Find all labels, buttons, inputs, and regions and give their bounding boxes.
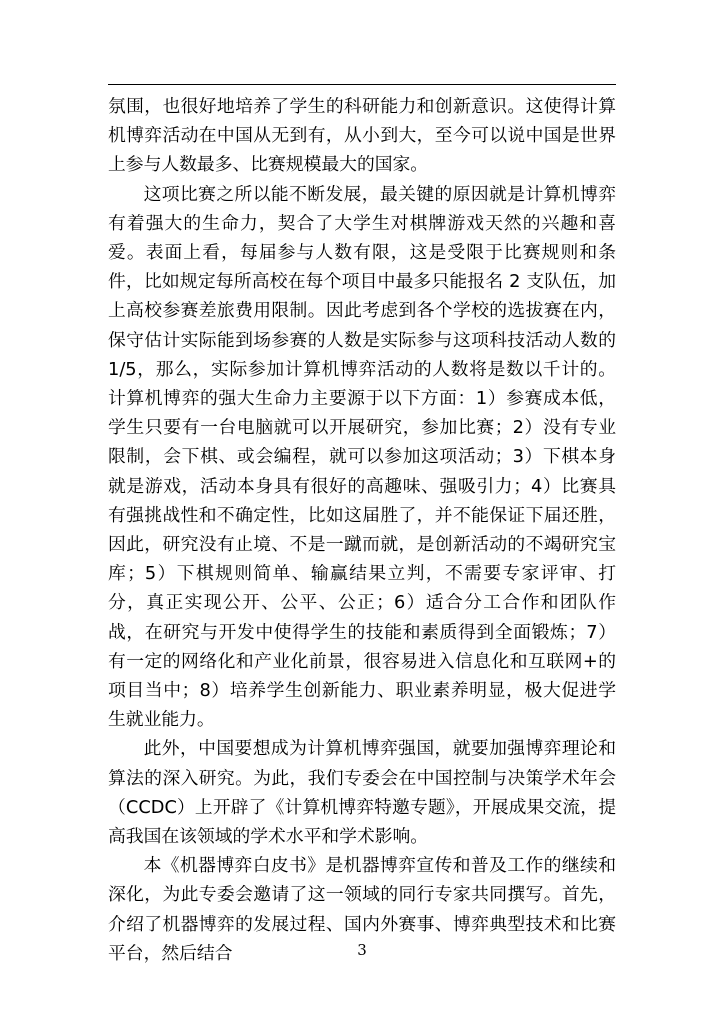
paragraph-continuation: 氛围，也很好地培养了学生的科研能力和创新意识。这使得计算机博弈活动在中国从无到有，从小到大，至今可以说中国是世界上参与人数最多、比赛规模最大的国家。 [108, 96, 616, 176]
paragraph-competition-vitality: 这项比赛之所以能不断发展，最关键的原因就是计算机博弈有着强大的生命力，契合了大学生对棋牌游戏天然的兴趣和喜爱。表面上看，每届参与人数有限，这是受限于比赛规则和条件，比如规定每所高校在每个项目中最多只能报名 2 支队伍，加上高校参赛差旅费用限制。因此考虑到各个学校的选拔赛在内，保守估计实际能到场参赛的人数是实际参与这项科技活动人数的 1/5，那么，实际参加计算机博弈活动的人数将是数以千计的。计算机博弈的强大生命力主要源于以下方面：1）参赛成本低，学生只要有一台电脑就可以开展研究，参加比赛；2）没有专业限制，会下棋、或会编程，就可以参加这项活动；3）下棋本身就是游戏，活动本身具有很好的高趣味、强吸引力；4）比赛具有强挑战性和不确定性，比如这届胜了，并不能保证下届还胜，因此，研究没有止境、不是一蹴而就，是创新活动的不竭研究宝库；5）下棋规则简单、输赢结果立判，不需要专家评审、打分，真正实现公开、公平、公正；6）适合分工合作和团队作战，在研究与开发中使得学生的技能和素质得到全面锻炼；7）有一定的网络化和产业化前景，很容易进入信息化和互联网+的项目当中；8）培养学生创新能力、职业素养明显，极大促进学生就业能力。 [108, 183, 616, 731]
paragraph-white-paper: 本《机器博弈白皮书》是机器博弈宣传和普及工作的继续和深化，为此专委会邀请了这一领域的同行专家共同撰写。首先，介绍了机器博弈的发展过程、国内外赛事、博弈典型技术和比赛平台，然后结合 [108, 855, 616, 964]
page-number: 3 [357, 941, 367, 959]
header-rule [108, 84, 616, 85]
paragraph-theory-research: 此外，中国要想成为计算机博弈强国，就要加强博弈理论和算法的深入研究。为此，我们专委会在中国控制与决策学术年会（CCDC）上开辟了《计算机博弈特邀专题》，开展成果交流，提高我国在该领域的学术水平和学术影响。 [108, 738, 616, 848]
document-body [108, 92, 616, 968]
